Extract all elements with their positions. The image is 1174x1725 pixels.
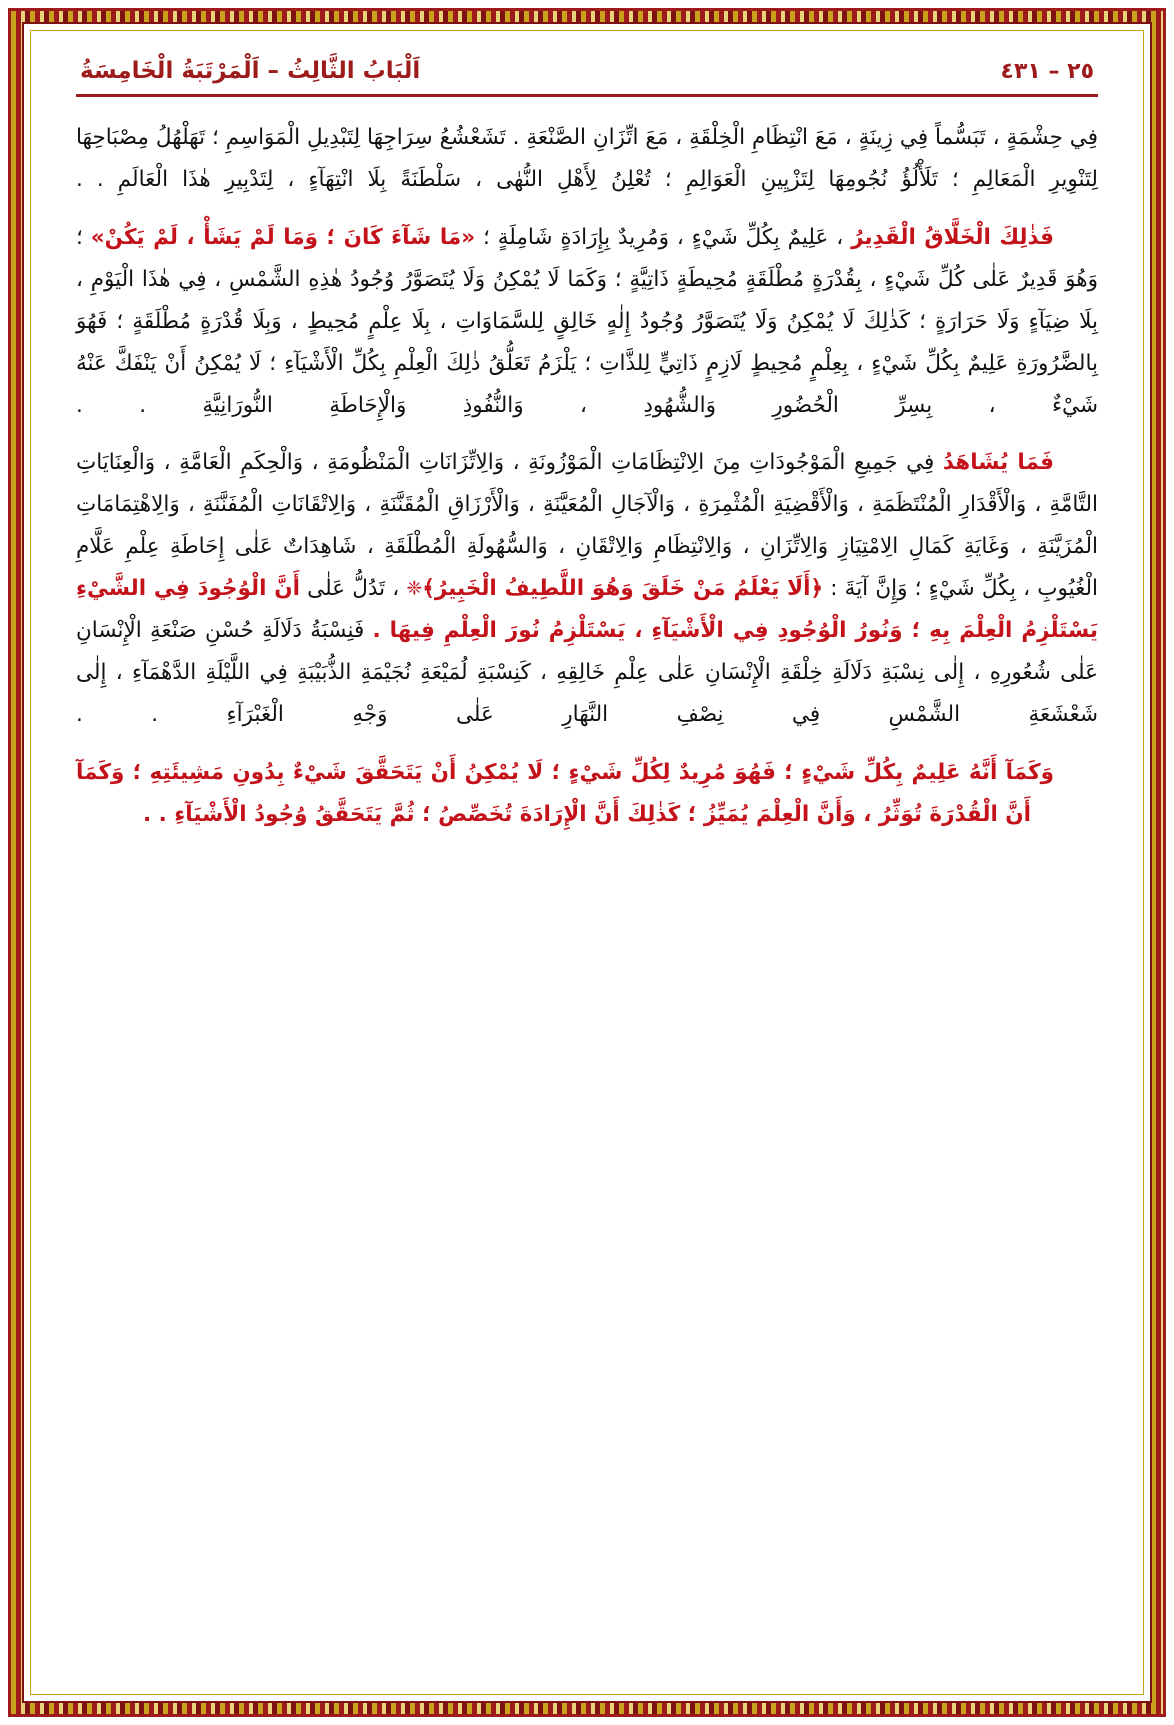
text-run-black: ، عَلِيمٌ بِكُلِّ شَيْءٍ ، وَمُرِيدٌ بِإِرَادَةٍ شَامِلَةٍ ؛ (475, 224, 852, 250)
paragraph-1 (76, 117, 1098, 201)
text-run-black: ، تَدُلُّ عَلٰى (300, 576, 407, 602)
text-run-black: فِي جَمِيعِ الْمَوْجُودَاتِ مِنَ الِانْتِظَامَاتِ الْمَوْزُونَةِ ، وَالِاتِّزَانَاتِ الْمَنْظُومَةِ ، وَالْحِكَمِ الْعَامَّةِ ، وَالْعِنَايَاتِ التَّامَّةِ ، وَالْأَقْدَارِ الْمُنْتَظَمَةِ ، وَالْأَقْضِيَةِ الْمُثْمِرَةِ ، وَالْآجَالِ الْمُعَيَّنَةِ ، وَالْأَرْزَاقِ الْمُقَنَّنَةِ ، وَالِاتْقَانَاتِ الْمُفَنَّنَةِ ، وَالِاهْتِمَامَاتِ الْمُزَيَّنَةِ ، وَغَايَةِ كَمَالِ الِامْتِيَازِ وَالِاتِّزَانِ ، وَالِانْتِظَامِ وَالِاتْقَانِ ، وَالسُّهُولَةِ الْمُطْلَقَةِ ، شَاهِدَاتٌ عَلٰى إِحَاطَةِ عِلْمِ عَلَّامِ الْغُيُوبِ ، بِكُلِّ شَيْءٍ ؛ وَإِنَّ آيَةَ : (76, 450, 1098, 602)
page-content (46, 44, 1128, 1681)
body-text (46, 97, 1128, 836)
text-run-red: فَذٰلِكَ الْخَلَّاقُ الْقَدِيرُ (851, 224, 1054, 250)
paragraph-2 (76, 217, 1098, 427)
text-run-quran: ﴿أَلَا يَعْلَمُ مَنْ خَلَقَ وَهُوَ اللَّطِيفُ الْخَبِيرُ﴾ (422, 576, 824, 602)
text-run-red: وَكَمَآ أَنَّهُ عَلِيمٌ بِكُلِّ شَيْءٍ ؛ فَهُوَ مُرِيدٌ لِكُلِّ شَيْءٍ ؛ لَا يُمْكِنُ أَنْ يَتَحَقَّقَ شَيْءٌ بِدُونِ مَشِيئَتِهِ ؛ وَكَمَآ أَنَّ الْقُدْرَةَ تُوَثِّرُ ، وَأَنَّ الْعِلْمَ يُمَيِّزُ ؛ كَذٰلِكَ أَنَّ الْإِرَادَةَ تُخَصِّصُ ؛ ثُمَّ يَتَحَقَّقُ وُجُودُ الْأَشْيَآءِ . . (76, 759, 1054, 827)
text-run-red: فَمَا يُشَاهَدُ (942, 450, 1054, 476)
paragraph-3 (76, 442, 1098, 735)
text-run-black: ؛ وَهُوَ قَدِيرٌ عَلٰى كُلِّ شَيْءٍ ، بِقُدْرَةٍ مُطْلَقَةٍ مُحِيطَةٍ ذَاتِيَّةٍ ؛ وَكَمَا لَا يُمْكِنُ وَلَا يُتَصَوَّرُ وُجُودُ هٰذِهِ الشَّمْسِ ، فِي هٰذَا الْيَوْمِ ، بِلَا ضِيَآءٍ وَلَا حَرَارَةٍ ؛ كَذٰلِكَ لَا يُمْكِنُ وَلَا يُتَصَوَّرُ وُجُودُ إِلٰهٍ خَالِقٍ لِلسَّمَاوَاتِ ، بِلَا عِلْمٍ مُحِيطٍ ، وَبِلَا قُدْرَةٍ مُطْلَقَةٍ ؛ فَهُوَ بِالضَّرُورَةِ عَلِيمٌ بِكُلِّ شَيْءٍ ، بِعِلْمٍ مُحِيطٍ لَازِمٍ ذَاتِيٍّ لِلذَّاتِ ؛ يَلْزَمُ تَعَلُّقُ ذٰلِكَ الْعِلْمِ بِكُلِّ الْأَشْيَآءِ ؛ لَا يُمْكِنُ أَنْ يَنْفَكَّ عَنْهُ شَيْءٌ ، بِسِرِّ الْحُضُورِ وَالشُّهُودِ ، وَالنُّفُوذِ وَالْإِحَاطَةِ النُّورَانِيَّةِ . . (76, 224, 1098, 418)
paragraph-4 (76, 752, 1098, 836)
text-run-red: أَنَّ الْوُجُودَ فِي الشَّيْءِ يَسْتَلْزِمُ الْعِلْمَ بِهِ ؛ وَنُورُ الْوُجُودِ فِي الْأَشْيَآءِ ، يَسْتَلْزِمُ نُورَ الْعِلْمِ فِيهَا . (76, 576, 1098, 644)
text-run-ornament: ❈ (406, 577, 423, 600)
text-run-black: فَنِسْبَةُ دَلَالَةِ حُسْنِ صَنْعَةِ الْإِنْسَانِ عَلٰى شُعُورِهِ ، إِلٰى نِسْبَةِ دَلَالَةِ خِلْقَةِ الْإِنْسَانِ عَلٰى عِلْمِ خَالِقِهِ ، كَنِسْبَةِ لُمَيْعَةِ نُجَيْمَةِ الذُّبَيْبَةِ فِي اللَّيْلَةِ الدَّهْمَآءِ ، إِلٰى شَعْشَعَةِ الشَّمْسِ فِي نِصْفِ النَّهَارِ عَلٰى وَجْهِ الْغَبْرَآءِ . . (76, 618, 1098, 727)
text-run-black: فِي حِشْمَةٍ ، تَبَسُّماً فِي زِينَةٍ ، مَعَ انْتِظَامِ الْخِلْقَةِ ، مَعَ اتِّزَانِ الصَّنْعَةِ . تَشَعْشُعُ سِرَاجِهَا لِتَبْدِيلِ الْمَوَاسِمِ ؛ تَهَلْهُلُ مِصْبَاحِهَا لِتَنْوِيرِ الْمَعَالِمِ ؛ تَلَأْلُؤُ نُجُومِهَا لِتَزْيِينِ الْعَوَالِمِ ؛ تُعْلِنُ لِأَهْلِ النُّهٰى ، سَلْطَنَةً بِلَا انْتِهَآءٍ ، لِتَدْبِيرِ هٰذَا الْعَالَمِ . . (76, 125, 1098, 192)
text-run-red: «مَا شَآءَ كَانَ ؛ وَمَا لَمْ يَشَأْ ، لَمْ يَكُنْ» (90, 224, 476, 250)
page-title: اَلْبَابُ الثَّالِثُ – اَلْمَرْتَبَةُ الْخَامِسَةُ (80, 58, 421, 84)
page-number: ٢٥ – ٤٣١ (1000, 59, 1094, 84)
page-header (46, 44, 1128, 90)
